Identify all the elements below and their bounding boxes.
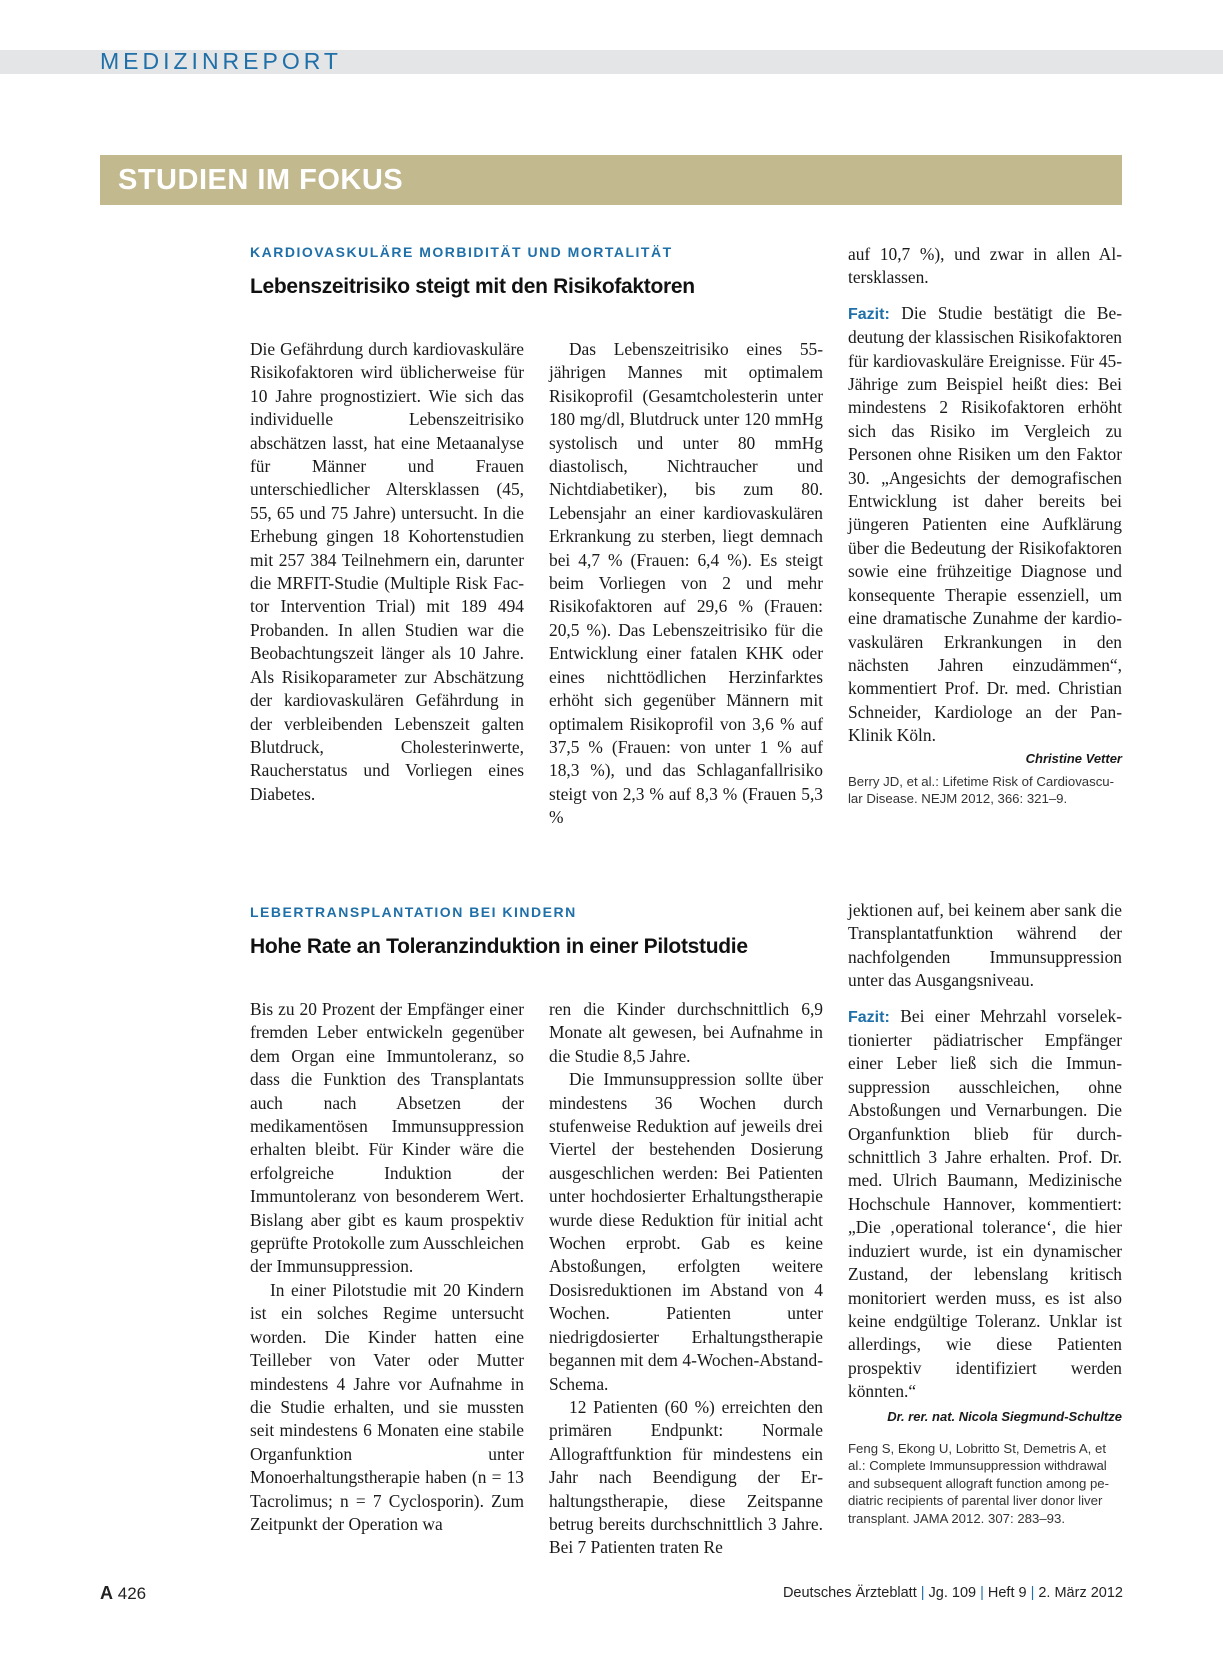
article2-fazit-text: Bei einer Mehrzahl vorselektionierter pädiatrischer Empfänger einer Leber ließ sich die Immunsuppression ausschleichen, ohne Abstoßungen und Vernarbungen. Die Organfunktion blieb für durchschnittlich 3 Jahre erhalten. Prof. Dr. med. Ulrich Baumann, Medizinische Hochschule Hannover, kommentiert: „Die ‚operational tolerance‘, die hier induziert wurde, ist ein dynamischer Zustand, der lebenslang kritisch monitoriert werden muss, es ist also keine endgültige Toleranz. Unklar ist allerdings, wie diese Patienten prospektiv identifiziert werden könnten.“ [848,1005,1122,1402]
journal-info: Deutsches Ärzteblatt | Jg. 109 | Heft 9 | 2. März 2012 [782,1585,1123,1601]
article1-column-2 [549,338,823,830]
article2-fazit [848,1005,1122,1404]
page-number-value: 426 [117,1584,147,1603]
article1-reference: Berry JD, et al.: Lifetime Risk of Cardiovascular Disease. NEJM 2012, 366: 321–9. [848,773,1115,807]
journal-date: 2. März 2012 [1038,1585,1123,1601]
article1-fazit [848,302,1122,748]
article2-col1-p1: Bis zu 20 Prozent der Empfänger einer fremden Leber entwickeln gegenüber dem Organ eine Immuntoleranz, so dass die Funktion des Transplantats auch nach Absetzen der medikamentösen Immunsuppression erhalten bleibt. Für Kinder wäre die erfolgreiche Induktion der Immuntoleranz von besonderem Wert. Bislang aber gibt es kaum prospektiv geprüfte Protokolle zum Ausschleichen der Immunsuppression. [250,999,524,1277]
page-prefix: A [100,1583,113,1603]
fazit-label: Fazit: [848,1008,890,1026]
article2-author: Dr. rer. nat. Nicola Siegmund-Schultze [887,1408,1122,1424]
article1-author: Christine Vetter [1025,750,1122,766]
article2-column-1 [250,998,524,1536]
journal-name: Deutsches Ärzteblatt [782,1585,917,1601]
article2-headline: Hohe Rate an Toleranzinduktion in einer Pilotstudie [250,935,748,958]
article2-kicker: LEBERTRANSPLANTATION BEI KINDERN [250,904,577,920]
journal-issue: Heft 9 [987,1585,1027,1601]
article2-column-2 [549,998,823,1560]
article1-author-line [848,746,1122,770]
article1-headline: Lebenszeitrisiko steigt mit den Risikofaktoren [250,275,695,298]
fazit-label: Fazit: [848,305,890,323]
article2-column-3 [848,899,1122,1527]
article1-column-1 [250,338,524,806]
banner [100,155,1122,205]
article1-col3-continuation: auf 10,7 %), und zwar in allen Altersklassen. [848,244,1122,288]
article1-column-3 [848,243,1122,808]
article2-col2-p1: ren die Kinder durchschnittlich 6,9 Monate alt gewesen, bei Aufnahme in die Studie 8,5 Jahre. [549,999,823,1066]
article2-col3-continuation: jektionen auf, bei keinem aber sank die Transplantatfunktion während der nachfolgenden Immunsuppression unter das Ausgangsniveau. [848,900,1122,991]
article2-author-line [848,1404,1122,1428]
banner-title: STUDIEN IM FOKUS [118,164,404,196]
article1-col1-text: Die Gefährdung durch kardiovaskuläre Risikofaktoren wird üblicherweise für 10 Jahre prognostiziert. Wie sich das individuelle Lebenszeitrisiko abschätzen lasst, hat eine Metaanalyse für Männer und Frauen unterschiedlicher Altersklassen (45, 55, 65 und 75 Jahre) untersucht. In die Erhebung gingen 18 Kohortenstudien mit 257 384 Teilnehmern ein, darunter die MRFIT-Studie (Multiple Risk Factor Intervention Trial) mit 189 494 Probanden. In allen Studien war die Beobachtungszeit länger als 10 Jahre. Als Risikoparameter zur Abschätzung der kardiovaskulären Gefährdung in der verbleibenden Lebenszeit galten Blutdruck, Cholesterinwerte, Raucherstatus und Vorliegen eines Diabetes. [250,339,524,804]
article1-col2-text: Das Lebenszeitrisiko eines 55-jährigen Mannes mit optimalem Risikoprofil (Gesamtcholesterin unter 180 mg/dl, Blutdruck unter 120 mmHg systolisch und unter 80 mmHg diastolisch, Nichtraucher und Nichtdiabetiker), bis zum 80. Lebensjahr an einer kardiovaskulären Erkrankung zu sterben, liegt demnach bei 4,7 % (Frauen: 6,4 %). Es steigt beim Vorliegen von 2 und mehr Risikofaktoren auf 29,6 % (Frauen: 20,5 %). Das Lebenszeitrisiko für die Entwicklung einer fatalen KHK oder eines nichttödlichen Herzinfarktes erhöht sich gegenüber Männern mit optimalem Risikoprofil von 3,6 % auf 37,5 % (Frauen: von unter 1 % auf 18,3 %), und das Schlaganfallrisiko steigt von 2,3 % auf 8,3 % (Frauen 5,3 % [549,339,823,828]
page-number [100,1583,146,1604]
article1-fazit-text: Die Studie bestätigt die Bedeutung der klassischen Risikofaktoren für kardiovaskuläre Ereignisse. Für 45-Jährige zum Beispiel heißt dies: Bei mindestens 2 Risikofaktoren erhöht sich das Risiko im Vergleich zu Personen ohne Risiken um den Faktor 30. „Angesichts der demografischen Entwicklung ist daher bereits bei jüngeren Patienten eine Aufklärung über die Bedeutung der Risikofaktoren sowie eine frühzeitige Diagnose und konsequente Therapie essenziell, um eine dramatische Zunahme der kardiovaskulären Erkrankungen in den nächsten Jahren einzudämmen“, kommentiert Prof. Dr. med. Christian Schneider, Kardiologe an der Pan-Klinik Köln. [848,302,1122,746]
article2-col2-p3: 12 Patienten (60 %) erreichten den primären Endpunkt: Normale Allograftfunktion für mindestens ein Jahr nach Beendigung der Erhaltungstherapie, diese Zeitspanne betrug bereits durchschnittlich 3 Jahre. Bei 7 Patienten traten Re [549,1396,823,1558]
article1-kicker: KARDIOVASKULÄRE MORBIDITÄT UND MORTALITÄT [250,244,673,260]
article2-col1-p2: In einer Pilotstudie mit 20 Kindern ist ein solches Regime untersucht worden. Die Kinder hatten eine Teilleber von Vater oder Mutter mindestens 4 Jahre vor Aufnahme in die Studie erhalten, und sie mussten seit mindestens 6 Monaten eine stabile Organfunktion unter Monoerhaltungstherapie haben (n = 13 Tacrolimus; n = 7 Cyclosporin). Zum Zeitpunkt der Operation wa [250,1279,524,1534]
journal-volume: Jg. 109 [928,1585,977,1601]
article2-reference: Feng S, Ekong U, Lobritto St, Demetris A, et al.: Complete Immunsuppression withdrawal and subsequent allograft function among pediatric recipients of parental liver donor liver transplant. JAMA 2012. 307: 283–93. [848,1440,1110,1526]
section-title: MEDIZINREPORT [100,48,342,74]
article2-col2-p2: Die Immunsuppression sollte über mindestens 36 Wochen durch stufenweise Reduktion auf jeweils drei Viertel der bestehenden Dosierung ausgeschlichen werden: Bei Patienten unter hochdosierter Erhaltungstherapie wurde diese Reduktion für initial acht Wochen erprobt. Gab es keine Abstoßungen, erfolgten weitere Dosisreduktionen im Abstand von 4 Wochen. Patienten unter niedrigdosierter Erhaltungstherapie begannen mit dem 4-Wochen-Abstand-Schema. [549,1069,823,1394]
